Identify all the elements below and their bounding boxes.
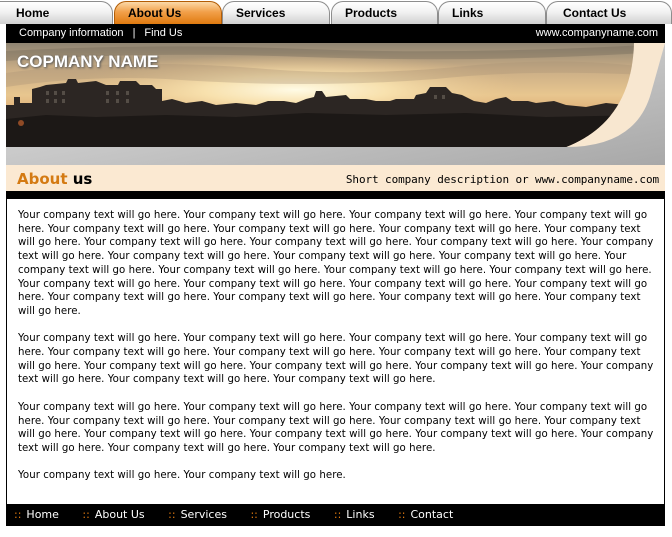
sub-links bbox=[19, 24, 182, 43]
content-paragraph: Your company text will go here. Your company text will go here. Your company text will go here. Your company text will go here. Your company text will go here. Your company text will go here. Your company text will go here. Your company text will go here. Your company text will go here. Your company text will go here. Your company text will go here. Your company text will go here. Your company text will go here. Your company text will go here. bbox=[18, 401, 654, 454]
tab-links[interactable]: Links bbox=[438, 1, 546, 24]
website-url: www.companyname.com bbox=[535, 27, 658, 39]
footer-link-label: Products bbox=[262, 508, 311, 521]
sub-link-separator: | bbox=[132, 27, 136, 39]
footer-link-contact[interactable] bbox=[398, 504, 453, 526]
section-divider bbox=[6, 191, 665, 199]
find-us-link[interactable]: Find Us bbox=[144, 27, 183, 39]
page-title-first-word: About bbox=[17, 170, 68, 188]
bullet-icon: :: bbox=[82, 508, 90, 521]
footer-link-label: Links bbox=[346, 508, 375, 521]
footer-nav bbox=[6, 504, 665, 526]
bullet-icon: :: bbox=[168, 508, 176, 521]
sub-link-bar bbox=[6, 24, 665, 43]
tab-home[interactable]: Home bbox=[0, 1, 113, 24]
content-paragraph: Your company text will go here. Your company text will go here. bbox=[18, 470, 346, 482]
bullet-icon: :: bbox=[14, 508, 22, 521]
footer-link-label: About Us bbox=[94, 508, 145, 521]
footer-link-products[interactable] bbox=[250, 504, 310, 526]
footer-link-links[interactable] bbox=[334, 504, 375, 526]
tab-products[interactable]: Products bbox=[331, 1, 438, 24]
tab-about-us[interactable]: About Us bbox=[114, 1, 222, 24]
footer-link-home[interactable] bbox=[14, 504, 59, 526]
bullet-icon: :: bbox=[250, 508, 258, 521]
tab-services[interactable]: Services bbox=[222, 1, 330, 24]
top-nav-tabs bbox=[0, 0, 672, 24]
content-paragraph: Your company text will go here. Your company text will go here. Your company text will go here. Your company text will go here. Your company text will go here. Your company text will go here. Your company text will go here. Your company text will go here. Your company text will go here. Your company text will go here. Your company text will go here. Your company text will go here. Your company text will go here. Your company text will go here. Your company text will go here. Your company text will go here. Your company text will go here. Your company text will go here. Your company text will go here. Your company text will go here. Your company text will go here. Your company text will go here. Your company text will go here. Your company text will go here. Your company text will go here. Your company text will go here. Your company text will go here. bbox=[18, 210, 654, 317]
content-paragraph: Your company text will go here. Your company text will go here. Your company text will go here. Your company text will go here. Your company text will go here. Your company text will go here. Your company text will go here. Your company text will go here. Your company text will go here. Your company text will go here. Your company text will go here. Your company text will go here. Your company text will go here. Your company text will go here. bbox=[18, 333, 654, 386]
footer-link-services[interactable] bbox=[168, 504, 227, 526]
about-section-header bbox=[6, 165, 665, 191]
main-content bbox=[6, 199, 665, 504]
tab-contact-us[interactable]: Contact Us bbox=[546, 1, 672, 24]
footer-link-label: Contact bbox=[410, 508, 454, 521]
header-banner bbox=[6, 43, 665, 165]
brand-name: COPMANY NAME bbox=[17, 52, 159, 71]
company-description: Short company description or www.companyname.com bbox=[345, 173, 659, 186]
page-title bbox=[17, 170, 92, 188]
footer-link-about-us[interactable] bbox=[82, 504, 144, 526]
footer-link-label: Home bbox=[26, 508, 59, 521]
footer-link-label: Services bbox=[180, 508, 227, 521]
company-information-link[interactable]: Company information bbox=[19, 27, 124, 39]
bullet-icon: :: bbox=[398, 508, 406, 521]
bullet-icon: :: bbox=[333, 508, 342, 521]
page-title-second-word: us bbox=[72, 170, 93, 188]
